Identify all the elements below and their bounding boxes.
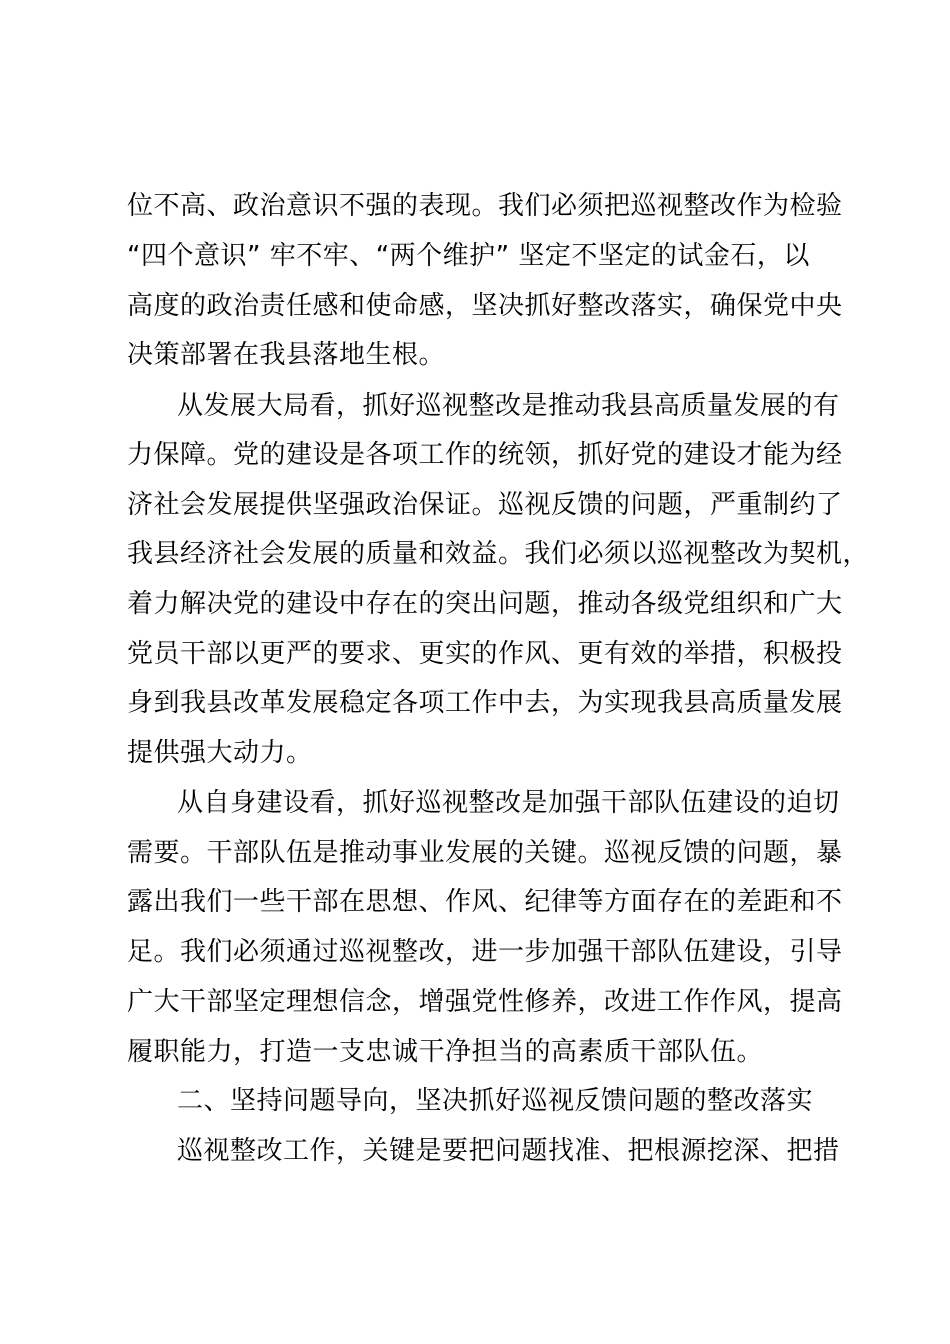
text-line: 足。我们必须通过巡视整改，进一步加强干部队伍建设，引导 xyxy=(127,937,843,967)
text-line: 广大干部坚定理想信念，增强党性修养，改进工作作风，提高 xyxy=(127,987,843,1017)
text-line: 需要。干部队伍是推动事业发展的关键。巡视反馈的问题，暴 xyxy=(127,838,843,868)
text-line: 济社会发展提供坚强政治保证。巡视反馈的问题，严重制约了 xyxy=(127,490,843,520)
paragraph-start-line: 巡视整改工作，关键是要把问题找准、把根源挖深、把措 xyxy=(177,1136,840,1166)
text-line: “四个意识” 牢不牢、“两个维护” 坚定不坚定的试金石，以 xyxy=(127,241,810,271)
text-line: 位不高、政治意识不强的表现。我们必须把巡视整改作为检验 xyxy=(127,191,843,221)
text-line: 身到我县改革发展稳定各项工作中去，为实现我县高质量发展 xyxy=(127,688,843,718)
text-line: 露出我们一些干部在思想、作风、纪律等方面存在的差距和不 xyxy=(127,887,843,917)
text-line: 高度的政治责任感和使命感，坚决抓好整改落实，确保党中央 xyxy=(127,291,843,321)
section-heading: 二、坚持问题导向，坚决抓好巡视反馈问题的整改落实 xyxy=(177,1086,814,1116)
text-line: 我县经济社会发展的质量和效益。我们必须以巡视整改为契机， xyxy=(127,539,870,569)
paragraph-start-line: 从自身建设看，抓好巡视整改是加强干部队伍建设的迫切 xyxy=(177,788,840,818)
paragraph-start-line: 从发展大局看，抓好巡视整改是推动我县高质量发展的有 xyxy=(177,391,840,421)
text-line: 履职能力，打造一支忠诚干净担当的高素质干部队伍。 xyxy=(127,1037,764,1067)
text-line: 力保障。党的建设是各项工作的统领，抓好党的建设才能为经 xyxy=(127,440,843,470)
text-line: 提供强大动力。 xyxy=(127,738,313,768)
text-line: 着力解决党的建设中存在的突出问题，推动各级党组织和广大 xyxy=(127,589,843,619)
text-line: 决策部署在我县落地生根。 xyxy=(127,340,446,370)
text-line: 党员干部以更严的要求、更实的作风、更有效的举措，积极投 xyxy=(127,639,843,669)
